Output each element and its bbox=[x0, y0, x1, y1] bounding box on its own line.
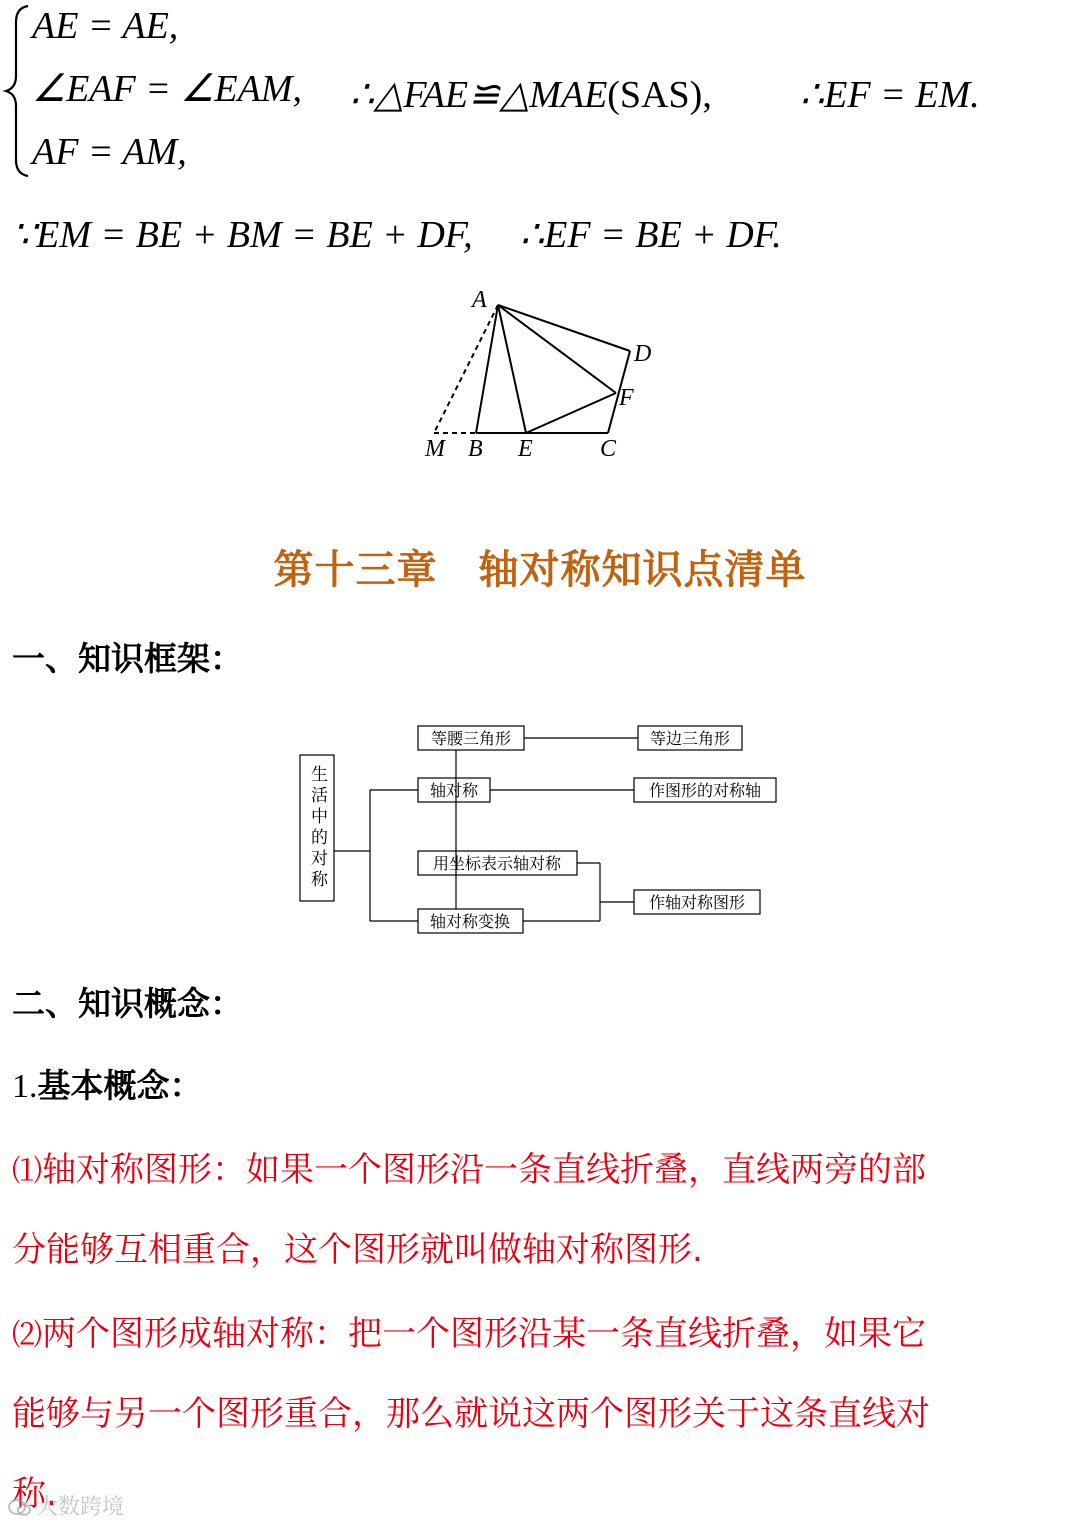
label-e: E bbox=[518, 436, 533, 462]
subsection-basic-concepts bbox=[12, 1060, 203, 1107]
watermark-text: 大数跨境 bbox=[36, 1495, 125, 1520]
congruence-text: ∴△FAE≌△MAE bbox=[350, 74, 608, 116]
wechat-logo-icon bbox=[8, 1498, 32, 1518]
concept-2-line-3: 称. bbox=[12, 1474, 57, 1514]
system-brace bbox=[2, 4, 32, 179]
congruence-comma: , bbox=[702, 74, 712, 116]
chapter-title: 第十三章 轴对称知识点清单 bbox=[273, 547, 807, 593]
label-m: M bbox=[425, 436, 445, 462]
segment-ad bbox=[498, 305, 630, 351]
draw-axis-label: 作图形的对称轴 bbox=[648, 781, 762, 800]
subsection-title: 基本概念： bbox=[37, 1066, 203, 1105]
concept-1-number: ⑴ bbox=[12, 1155, 42, 1188]
geometry-figure bbox=[420, 283, 670, 468]
watermark bbox=[8, 1490, 124, 1521]
knowledge-framework-diagram bbox=[294, 718, 784, 940]
isosceles-label: 等腰三角形 bbox=[430, 729, 512, 748]
system-line-1: AE = AE, bbox=[32, 5, 179, 47]
coordinates-label: 用坐标表示轴对称 bbox=[432, 854, 562, 873]
label-f: F bbox=[619, 385, 634, 411]
segment-ab bbox=[476, 305, 498, 433]
concept-1-line-2: 分能够互相重合，这个图形就叫做轴对称图形. bbox=[12, 1230, 703, 1270]
label-c: C bbox=[600, 436, 617, 462]
draw-figure-label: 作轴对称图形 bbox=[648, 893, 746, 912]
concept-2-text-1: 两个图形成轴对称：把一个图形沿某一条直线折叠，如果它 bbox=[42, 1314, 926, 1354]
label-a: A bbox=[472, 287, 487, 313]
segment-ae bbox=[498, 305, 526, 433]
concept-2-line-1 bbox=[12, 1306, 926, 1355]
segment-af bbox=[498, 305, 616, 393]
root-label: 生活中的对称 bbox=[307, 765, 327, 891]
sas-label: (SAS) bbox=[607, 74, 703, 116]
ef-equals-em: ∴EF = EM. bbox=[800, 74, 980, 116]
because-statement: ∵EM = BE + BM = BE + DF, bbox=[12, 214, 473, 256]
subsection-number: 1. bbox=[12, 1068, 38, 1105]
segment-ef bbox=[526, 393, 616, 433]
label-b: B bbox=[468, 436, 483, 462]
label-d: D bbox=[634, 341, 652, 367]
concept-2-line-2: 能够与另一个图形重合，那么就说这两个图形关于这条直线对 bbox=[12, 1394, 930, 1434]
concept-1-line-1 bbox=[12, 1142, 926, 1191]
concept-2-number: ⑵ bbox=[12, 1319, 42, 1352]
system-line-2: ∠EAF = ∠EAM, bbox=[32, 68, 302, 110]
concept-1-text-1: 轴对称图形：如果一个图形沿一条直线折叠，直线两旁的部 bbox=[42, 1150, 926, 1190]
axial-symmetry-label: 轴对称 bbox=[429, 781, 479, 800]
system-line-3: AF = AM, bbox=[32, 131, 187, 173]
section-framework-heading: 一、知识框架： bbox=[12, 639, 243, 678]
equilateral-label: 等边三角形 bbox=[649, 729, 731, 748]
transformation-label: 轴对称变换 bbox=[429, 912, 511, 931]
segment-am-dashed bbox=[434, 305, 498, 433]
conclusion-statement: ∴EF = BE + DF. bbox=[520, 214, 782, 256]
congruence-statement bbox=[350, 72, 712, 117]
section-concepts-heading: 二、知识概念： bbox=[12, 984, 243, 1023]
